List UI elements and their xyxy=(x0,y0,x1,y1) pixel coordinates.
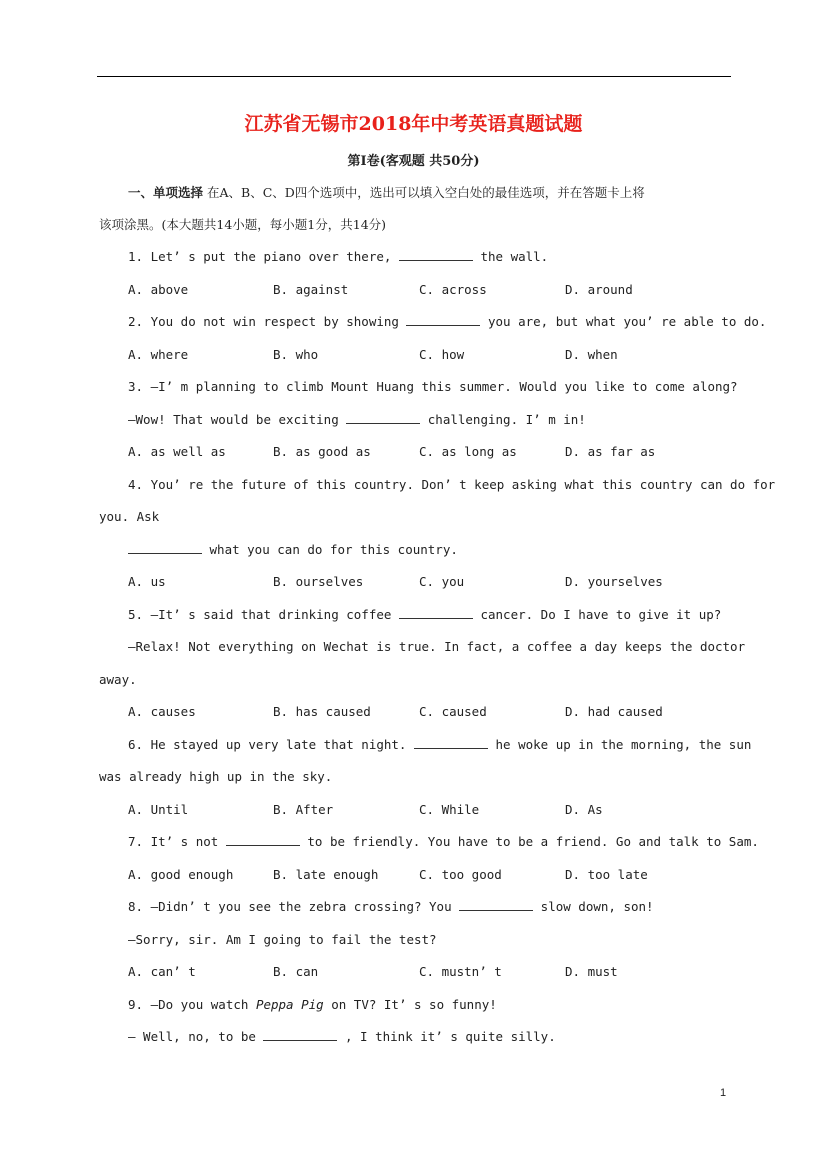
q1-option-b: B. against xyxy=(273,282,349,297)
q6-option-a: A. Until xyxy=(128,802,189,817)
q4-option-a: A. us xyxy=(128,574,166,589)
q4-option-b: B. ourselves xyxy=(273,574,364,589)
instruction-line-2: 该项涂黑。(本大题共14小题，每小题1分，共14分) xyxy=(99,217,387,232)
question-2: 2. You do not win respect by showing you are, but what you’ re able to do. xyxy=(128,314,767,329)
q6-option-c: C. While xyxy=(419,802,480,817)
answer-blank xyxy=(346,412,420,424)
q7-option-c: C. too good xyxy=(419,867,502,882)
q7-option-b: B. late enough xyxy=(273,867,379,882)
q5-option-c: C. caused xyxy=(419,704,487,719)
page-subtitle: 第Ⅰ卷(客观题 共50分) xyxy=(347,154,480,169)
answer-blank xyxy=(414,737,488,749)
question-3-line-2: —Wow! That would be exciting challenging. I’ m in! xyxy=(128,412,586,427)
question-1: 1. Let’ s put the piano over there, the wall. xyxy=(128,249,549,264)
q6-option-b: B. After xyxy=(273,802,334,817)
question-5-line-2: —Relax! Not everything on Wechat is true. In fact, a coffee a day keeps the doctor xyxy=(128,639,746,654)
q2-option-d: D. when xyxy=(565,347,618,362)
q5-option-a: A. causes xyxy=(128,704,196,719)
answer-blank xyxy=(459,899,533,911)
question-6-line-2: was already high up in the sky. xyxy=(99,769,333,784)
q7-option-d: D. too late xyxy=(565,867,648,882)
answer-blank xyxy=(263,1029,337,1041)
question-4-line-3: what you can do for this country. xyxy=(128,542,458,557)
question-7: 7. It’ s not to be friendly. You have to be a friend. Go and talk to Sam. xyxy=(128,834,759,849)
question-4: 4. You’ re the future of this country. Don’ t keep asking what this country can do for xyxy=(128,477,776,492)
q1-option-c: C. across xyxy=(419,282,487,297)
section-instruction xyxy=(128,183,645,201)
show-title: Peppa Pig xyxy=(255,997,324,1012)
answer-blank xyxy=(406,314,480,326)
q6-option-d: D. As xyxy=(565,802,603,817)
question-5: 5. —It’ s said that drinking coffee cancer. Do I have to give it up? xyxy=(128,607,722,622)
question-9: 9. —Do you watch Peppa Pig on TV? It’ s so funny! xyxy=(128,997,497,1012)
q5-option-d: D. had caused xyxy=(565,704,663,719)
q8-option-b: B. can xyxy=(273,964,319,979)
answer-blank xyxy=(128,542,202,554)
question-5-line-3: away. xyxy=(99,672,137,687)
answer-blank xyxy=(399,249,473,261)
section-heading: 一、单项选择 xyxy=(128,185,204,200)
question-4-line-2: you. Ask xyxy=(99,509,160,524)
page-title: 江苏省无锡市2018年中考英语真题试题 xyxy=(244,113,583,135)
page-number: 1 xyxy=(720,1087,727,1099)
question-8: 8. —Didn’ t you see the zebra crossing? You slow down, son! xyxy=(128,899,654,914)
q3-option-a: A. as well as xyxy=(128,444,226,459)
question-8-line-2: —Sorry, sir. Am I going to fail the test? xyxy=(128,932,437,947)
q3-option-d: D. as far as xyxy=(565,444,656,459)
q4-option-d: D. yourselves xyxy=(565,574,663,589)
q8-option-d: D. must xyxy=(565,964,618,979)
q2-option-c: C. how xyxy=(419,347,465,362)
answer-blank xyxy=(399,607,473,619)
header-rule xyxy=(97,76,731,77)
q2-option-a: A. where xyxy=(128,347,189,362)
question-6: 6. He stayed up very late that night. he woke up in the morning, the sun xyxy=(128,737,752,752)
q3-option-b: B. as good as xyxy=(273,444,371,459)
q5-option-b: B. has caused xyxy=(273,704,371,719)
question-9-line-2: — Well, no, to be , I think it’ s quite silly. xyxy=(128,1029,556,1044)
q1-option-d: D. around xyxy=(565,282,633,297)
question-3: 3. —I’ m planning to climb Mount Huang this summer. Would you like to come along? xyxy=(128,379,738,394)
q7-option-a: A. good enough xyxy=(128,867,234,882)
q2-option-b: B. who xyxy=(273,347,319,362)
q8-option-c: C. mustn’ t xyxy=(419,964,502,979)
q1-option-a: A. above xyxy=(128,282,189,297)
q4-option-c: C. you xyxy=(419,574,465,589)
q8-option-a: A. can’ t xyxy=(128,964,196,979)
instruction-line-1: 在A、B、C、D四个选项中，选出可以填入空白处的最佳选项，并在答题卡上将 xyxy=(207,185,645,200)
q3-option-c: C. as long as xyxy=(419,444,517,459)
answer-blank xyxy=(226,834,300,846)
